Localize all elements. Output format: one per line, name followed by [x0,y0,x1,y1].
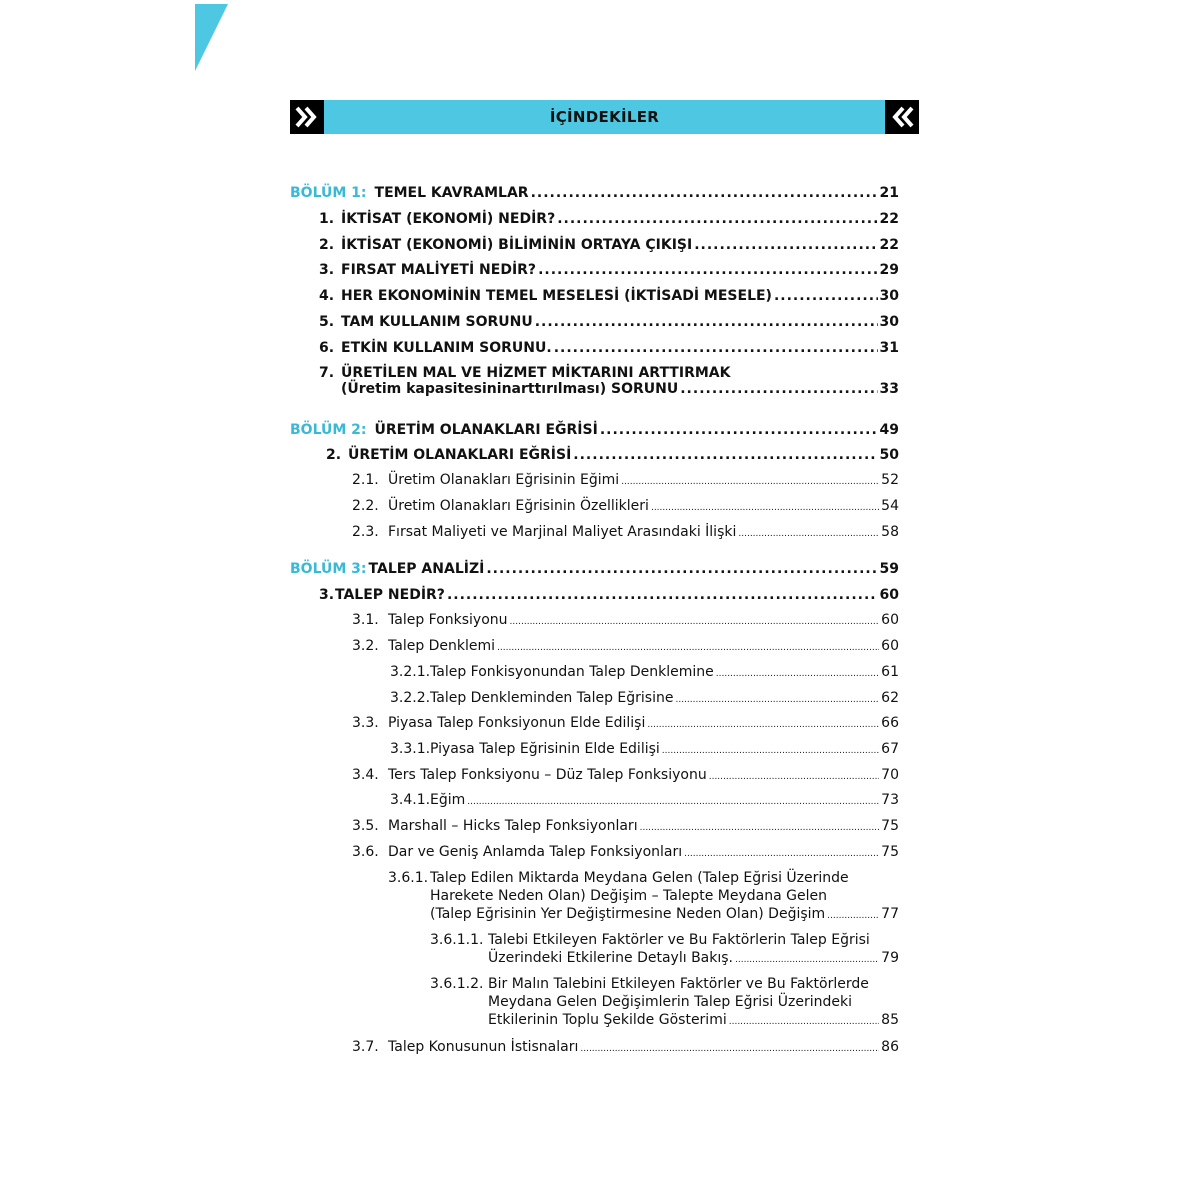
entry-number: 3.1. [352,612,379,628]
page-number: 33 [879,381,899,397]
toc-subentry[interactable] [352,498,899,514]
leader-dots [680,381,877,397]
entry-number: 3.6.1.1. [430,932,484,948]
toc-entry[interactable] [319,262,899,278]
contents-header [290,100,919,134]
entry-title: Ters Talep Fonksiyonu – Düz Talep Fonksiyonu [388,767,707,783]
page-number: 62 [881,690,899,706]
entry-number: 3.4. [352,767,379,783]
entry-title: Üretim Olanakları Eğrisinin Eğimi [388,472,620,488]
entry-number: 3.6.1.2. [430,976,484,992]
entry-last-line [488,949,899,969]
leader-dots [729,1011,879,1031]
entry-number: 3.4.1. [390,792,431,808]
entry-title: HER EKONOMİNİN TEMEL MESELESİ (İKTİSADİ MESELE) [341,288,772,304]
page-number: 30 [879,288,899,304]
entry-number: 3.6. [352,844,379,860]
toc-subentry[interactable] [352,767,899,783]
entry-title-line: Etkilerinin Toplu Şekilde Gösterimi [488,1012,727,1028]
entry-title: Talep Denklemi [388,638,496,654]
entry-number: 3.7. [352,1039,379,1055]
entry-number: 3.2. [352,638,379,654]
entry-number: 2.3. [352,524,379,540]
entry-title-line: (Üretim kapasitesininarttırılması) SORUNU [341,381,679,397]
leader-dots [684,844,879,860]
entry-number: 1. [319,211,335,227]
entry-last-line [341,381,899,397]
page-number: 50 [879,447,899,463]
leader-dots [738,524,879,540]
toc-chapter-2[interactable] [290,422,899,438]
page-number: 70 [881,767,899,783]
leader-dots [735,949,879,969]
page-number: 22 [879,237,899,253]
entry-title-line: Talep Edilen Miktarda Meydana Gelen (Talep Eğrisi Üzerinde [430,870,849,886]
toc-chapter-3[interactable] [290,561,899,577]
entry-title: Talep Denkleminden Talep Eğrisine [430,690,674,706]
entry-number: 3. [319,262,335,278]
toc-entry[interactable] [326,447,899,463]
entry-title: Dar ve Geniş Anlamda Talep Fonksiyonları [388,844,683,860]
toc-subentry[interactable] [352,612,899,628]
leader-dots [497,638,879,654]
leader-dots [531,185,878,201]
leader-dots [580,1039,879,1055]
page-number: 75 [881,818,899,834]
page-number: 66 [881,715,899,731]
toc-entry[interactable] [319,365,899,397]
toc-subentry[interactable] [390,741,899,757]
entry-number: 3.3.1. [390,741,431,757]
toc-subentry[interactable] [352,818,899,834]
entry-title: Marshall – Hicks Talep Fonksiyonları [388,818,638,834]
toc-subentry[interactable] [352,844,899,860]
entry-number: 3.2.1. [390,664,431,680]
toc-subentry[interactable] [352,638,899,654]
entry-title-line: Bir Malın Talebini Etkileyen Faktörler ve Bu Faktörlerde [488,976,869,992]
entry-last-line [430,905,899,925]
leader-dots [535,314,878,330]
leader-dots [640,818,880,834]
entry-title-line: Meydana Gelen Değişimlerin Talep Eğrisi Üzerindeki [488,994,852,1010]
entry-title: TAM KULLANIM SORUNU [341,314,533,330]
toc-subentry[interactable] [390,792,899,808]
page-number: 30 [879,314,899,330]
toc-subentry[interactable] [352,524,899,540]
toc-subentry[interactable] [388,869,899,925]
page-number: 58 [881,524,899,540]
toc-entry[interactable] [319,211,899,227]
entry-number: 3.3. [352,715,379,731]
chapter-label: BÖLÜM 1: [290,185,367,201]
leader-dots [467,792,879,808]
toc-chapter-1[interactable] [290,185,899,201]
entry-number: 3.6.1. [388,870,429,886]
page-number: 49 [879,422,899,438]
entry-title-line: Talebi Etkileyen Faktörler ve Bu Faktörlerin Talep Eğrisi [488,932,870,948]
page-number: 21 [879,185,899,201]
leader-dots [447,587,878,603]
toc-subentry[interactable] [390,664,899,680]
entry-title-line: Harekete Neden Olan) Değişim – Talepte Meydana Gelen [430,888,827,904]
leader-dots [600,422,878,438]
leader-dots [709,767,879,783]
entry-title-line: Üzerindeki Etkilerine Detaylı Bakış. [488,950,733,966]
page-number: 29 [879,262,899,278]
toc-subentry[interactable] [352,472,899,488]
toc-subentry[interactable] [430,975,899,1031]
page-number: 75 [881,844,899,860]
page-number: 59 [879,561,899,577]
toc-entry[interactable] [319,237,899,253]
leader-dots [510,612,880,628]
entry-title-line: (Talep Eğrisinin Yer Değiştirmesine Neden Olan) Değişim [430,906,826,922]
entry-title: ÜRETİM OLANAKLARI EĞRİSİ [348,447,572,463]
entry-number: 2. [319,237,335,253]
toc-entry[interactable] [319,340,899,356]
chapter-label: BÖLÜM 2: [290,422,367,438]
toc-subentry[interactable] [352,1039,899,1055]
chapter-label: BÖLÜM 3: [290,561,367,577]
entry-number: 3.5. [352,818,379,834]
toc-entry[interactable] [319,587,899,603]
entry-last-line [488,1011,899,1031]
page-number: 54 [881,498,899,514]
entry-number: 2.2. [352,498,379,514]
leader-dots [573,447,877,463]
leader-dots [554,340,878,356]
page-number: 67 [881,741,899,757]
entry-title: Fırsat Maliyeti ve Marjinal Maliyet Arasındaki İlişki [388,524,737,540]
page-number: 22 [879,211,899,227]
page-number: 60 [881,638,899,654]
page-number: 61 [881,664,899,680]
entry-title-line: ÜRETİLEN MAL VE HİZMET MİKTARINI ARTTIRMAK [341,365,731,381]
leader-dots [675,690,879,706]
toc-entry[interactable] [319,314,899,330]
entry-title: Eğim [430,792,466,808]
entry-number: 3.2.2. [390,690,431,706]
leader-dots [694,237,877,253]
leader-dots [827,905,879,925]
entry-title: İKTİSAT (EKONOMİ) NEDİR? [341,211,556,227]
leader-dots [538,262,877,278]
page-number: 60 [881,612,899,628]
entry-number: 7. [319,365,335,381]
chapter-title: ÜRETİM OLANAKLARI EĞRİSİ [374,422,598,438]
toc-subentry[interactable] [430,931,899,969]
entry-title: TALEP NEDİR? [335,587,445,603]
entry-number: 2.1. [352,472,379,488]
entry-number: 5. [319,314,335,330]
entry-title: ETKİN KULLANIM SORUNU. [341,340,552,356]
toc-entry[interactable] [319,288,899,304]
entry-title: Piyasa Talep Eğrisinin Elde Edilişi [430,741,660,757]
leader-dots [557,211,877,227]
entry-title: Talep Fonkisyonundan Talep Denklemine [430,664,714,680]
entry-title: Üretim Olanakları Eğrisinin Özellikleri [388,498,649,514]
leader-dots [486,561,877,577]
entry-title: İKTİSAT (EKONOMİ) BİLİMİNİN ORTAYA ÇIKIŞI [341,237,693,253]
page-title: İÇİNDEKİLER [549,108,660,126]
page-number: 86 [881,1039,899,1055]
entry-title: Talep Fonksiyonu [388,612,508,628]
page-number: 52 [881,472,899,488]
leader-dots [774,288,878,304]
leader-dots [647,715,879,731]
entry-title: FIRSAT MALİYETİ NEDİR? [341,262,537,278]
chapter-title: TALEP ANALİZİ [368,561,485,577]
page-number: 31 [879,340,899,356]
toc-subentry[interactable] [390,690,899,706]
leader-dots [651,498,879,514]
page-number: 60 [879,587,899,603]
leader-dots [621,472,879,488]
corner-decoration [195,4,229,72]
entry-number: 4. [319,288,335,304]
entry-number: 3. [319,587,335,603]
page-number: 73 [881,792,899,808]
page-number: 85 [881,1012,899,1028]
page-number: 79 [881,950,899,966]
entry-title: Talep Konusunun İstisnaları [388,1039,579,1055]
entry-number: 2. [326,447,342,463]
leader-dots [716,664,879,680]
toc-subentry[interactable] [352,715,899,731]
leader-dots [662,741,879,757]
chapter-title: TEMEL KAVRAMLAR [374,185,529,201]
page-number: 77 [881,906,899,922]
entry-title: Piyasa Talep Fonksiyonun Elde Edilişi [388,715,646,731]
double-chevron-left-icon [885,100,919,134]
entry-number: 6. [319,340,335,356]
